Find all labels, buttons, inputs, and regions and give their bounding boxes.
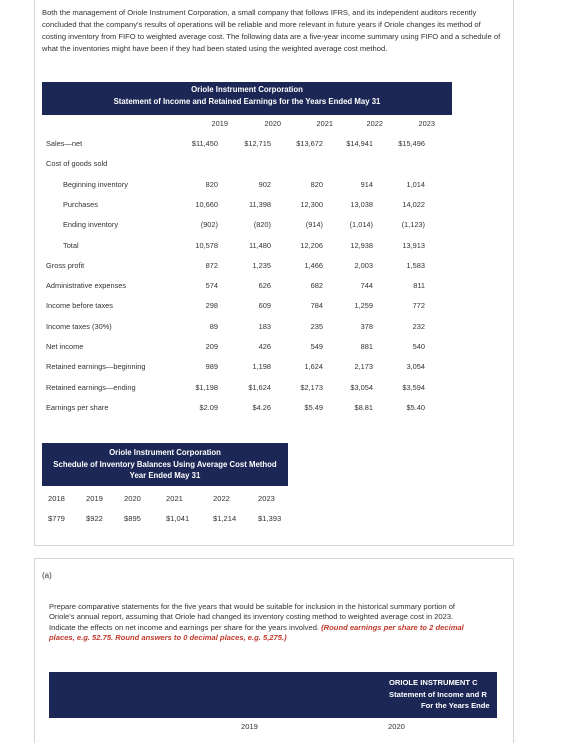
row-label: Earnings per share — [46, 402, 109, 412]
cell-value: 1,259 — [354, 301, 373, 311]
cell-value: 902 — [258, 179, 271, 189]
cell-value: $3,594 — [402, 382, 425, 392]
cell-value: 89 — [209, 321, 218, 331]
cell-value: $13,672 — [296, 139, 323, 148]
table-row — [42, 256, 452, 276]
cell-value: $11,450 — [191, 139, 218, 148]
inventory-value: $922 — [86, 514, 103, 523]
answer-statement-header — [49, 672, 497, 718]
cell-value: 914 — [360, 179, 373, 189]
income-statement-title: Statement of Income and Retained Earnings for the Years Ended May 31 — [113, 96, 381, 106]
row-label: Income taxes (30%) — [46, 321, 112, 331]
inventory-year: 2020 — [124, 494, 141, 503]
cell-value: (1,014) — [349, 220, 373, 230]
cell-value: $12,715 — [244, 139, 271, 148]
cell-value: 235 — [310, 321, 323, 331]
inventory-value: $895 — [124, 514, 141, 523]
cell-value: $2,173 — [300, 382, 323, 392]
cell-value: 626 — [258, 281, 271, 291]
cell-value: $4.26 — [252, 402, 271, 412]
table-row — [42, 236, 452, 256]
inventory-year: 2022 — [213, 494, 230, 503]
row-label: Net income — [46, 342, 84, 351]
row-label: Sales—net — [46, 139, 83, 148]
cell-value: 12,938 — [350, 240, 373, 250]
cell-value: 820 — [310, 179, 323, 189]
cell-value: 772 — [412, 301, 425, 311]
answer-year-2019: 2019 — [241, 722, 258, 731]
inventory-year: 2018 — [48, 494, 65, 503]
cell-value: 12,206 — [300, 240, 323, 250]
cell-value: 989 — [205, 362, 218, 372]
cell-value: 232 — [412, 321, 425, 331]
inventory-value: $1,041 — [166, 514, 190, 523]
cell-value: 13,038 — [350, 199, 373, 209]
row-label: Administrative expenses — [46, 281, 127, 291]
cell-value: 1,466 — [304, 260, 323, 270]
answer-year-2020: 2020 — [388, 722, 405, 731]
inventory-year: 2023 — [258, 494, 275, 503]
cell-value: 744 — [360, 281, 373, 291]
answer-company: ORIOLE INSTRUMENT C — [389, 678, 478, 687]
cell-value: 2,003 — [354, 260, 373, 270]
cell-value: 12,300 — [300, 199, 323, 209]
cell-value: $5.49 — [304, 402, 323, 412]
cell-value: 209 — [205, 342, 218, 351]
cell-value: 13,913 — [402, 240, 425, 250]
cell-value: (914) — [305, 220, 323, 230]
answer-title: Statement of Income and R — [389, 689, 487, 699]
cell-value: 426 — [258, 342, 271, 351]
cell-value: 14,022 — [402, 199, 425, 209]
cell-value: 609 — [258, 301, 271, 311]
row-label: Beginning inventory — [63, 179, 128, 189]
table-row — [42, 154, 452, 174]
year-header-row — [42, 114, 452, 134]
cell-value: $2.09 — [199, 402, 218, 412]
table-row — [42, 337, 452, 357]
cell-value: 1,583 — [406, 260, 425, 270]
cell-value: (820) — [253, 220, 271, 230]
cell-value: 881 — [360, 342, 373, 351]
inventory-schedule-title: Schedule of Inventory Balances Using Average Cost Method — [53, 459, 277, 469]
cell-value: $8.81 — [354, 402, 373, 412]
inventory-schedule-period: Year Ended May 31 — [129, 471, 201, 480]
income-statement-header — [42, 82, 452, 115]
cell-value: 10,660 — [195, 199, 218, 209]
row-label: Ending inventory — [63, 220, 119, 230]
inventory-value: $1,214 — [213, 514, 237, 523]
cell-value: 11,480 — [248, 240, 271, 250]
cell-value: 3,054 — [406, 362, 425, 372]
table-row — [42, 175, 452, 195]
cell-value: 378 — [360, 321, 373, 331]
inventory-value: $779 — [48, 514, 65, 523]
year-header: 2021 — [316, 119, 333, 128]
part-a-instructions: Prepare comparative statements for the five years that would be suitable for inclusion in the historical summary portion of Oriole's annual report, assuming that Oriole had changed its inventory costing method to weighted average cost in 2023. Indicate the effects on net income and earnings per share for the years involved. (Round earnings per share to 2 decimal places, e.g. 52.75. Round answers to 0 decimal places, e.g. 5,275.) — [49, 602, 464, 643]
cell-value: $5.40 — [406, 402, 425, 412]
cell-value: 820 — [205, 179, 218, 189]
table-row — [42, 195, 452, 215]
row-label: Purchases — [63, 199, 98, 209]
cell-value: 183 — [258, 321, 271, 331]
row-label: Total — [63, 240, 79, 250]
rounding-instructions: (Round earnings per share to 2 decimal places, e.g. 52.75. Round answers to 0 decimal places, e.g. 5,275.) — [49, 622, 464, 643]
cell-value: 574 — [205, 281, 218, 291]
table-row — [42, 317, 452, 337]
row-label: Retained earnings—beginning — [46, 362, 146, 372]
cell-value: $14,941 — [346, 139, 373, 148]
year-header: 2019 — [211, 119, 228, 128]
year-header: 2023 — [418, 119, 435, 128]
cell-value: 10,578 — [195, 240, 218, 250]
answer-period: For the Years Ende — [421, 701, 490, 710]
cell-value: 682 — [310, 281, 323, 291]
cell-value: 1,624 — [304, 362, 323, 372]
inventory-schedule-company: Oriole Instrument Corporation — [109, 448, 221, 457]
table-row — [42, 296, 452, 316]
cell-value: (1,123) — [401, 220, 425, 230]
year-header: 2022 — [366, 119, 383, 128]
cell-value: 298 — [205, 301, 218, 311]
cell-value: $15,496 — [398, 139, 425, 148]
cell-value: 540 — [412, 342, 425, 351]
part-a-card — [34, 558, 514, 743]
cell-value: 872 — [205, 260, 218, 270]
row-label: Gross profit — [46, 260, 85, 270]
cell-value: 1,198 — [252, 362, 271, 372]
row-label: Retained earnings—ending — [46, 382, 136, 392]
cell-value: 1,014 — [406, 179, 425, 189]
table-row — [42, 134, 452, 154]
cell-value: 811 — [413, 281, 425, 291]
table-row — [42, 357, 452, 377]
cell-value: $1,624 — [248, 382, 271, 392]
cell-value: 11,398 — [248, 199, 271, 209]
income-statement-company: Oriole Instrument Corporation — [191, 85, 303, 94]
year-header: 2020 — [264, 119, 281, 128]
cell-value: 2,173 — [354, 362, 373, 372]
table-row — [42, 215, 452, 235]
cell-value: 549 — [310, 342, 323, 351]
table-row — [42, 398, 452, 418]
cell-value: (902) — [200, 220, 218, 230]
inventory-year: 2021 — [166, 494, 183, 503]
inventory-value: $1,393 — [258, 514, 282, 523]
cell-value: $1,198 — [195, 382, 218, 392]
row-label: Cost of goods sold — [46, 159, 108, 169]
cell-value: 1,235 — [252, 260, 271, 270]
inventory-schedule-header — [42, 443, 288, 486]
inventory-year: 2019 — [86, 494, 103, 503]
table-row — [42, 276, 452, 296]
problem-card — [34, 0, 514, 546]
row-label: Income before taxes — [46, 301, 113, 311]
table-row — [42, 378, 452, 398]
intro-text: Both the management of Oriole Instrument Corporation, a small company that follows IFRS, and its independent auditors recently concluded that the company's results of operations will be reliable and more relevant in future years if Oriole changes its method of costing inventory from FIFO to weighted average cost. The following data are a five-year income summary using FIFO and a schedule of what the inventories might have been if they had been stated using the weighted average cost method. — [42, 8, 501, 54]
cell-value: 784 — [310, 301, 323, 311]
cell-value: $3,054 — [350, 382, 373, 392]
part-label: (a) — [42, 571, 52, 580]
